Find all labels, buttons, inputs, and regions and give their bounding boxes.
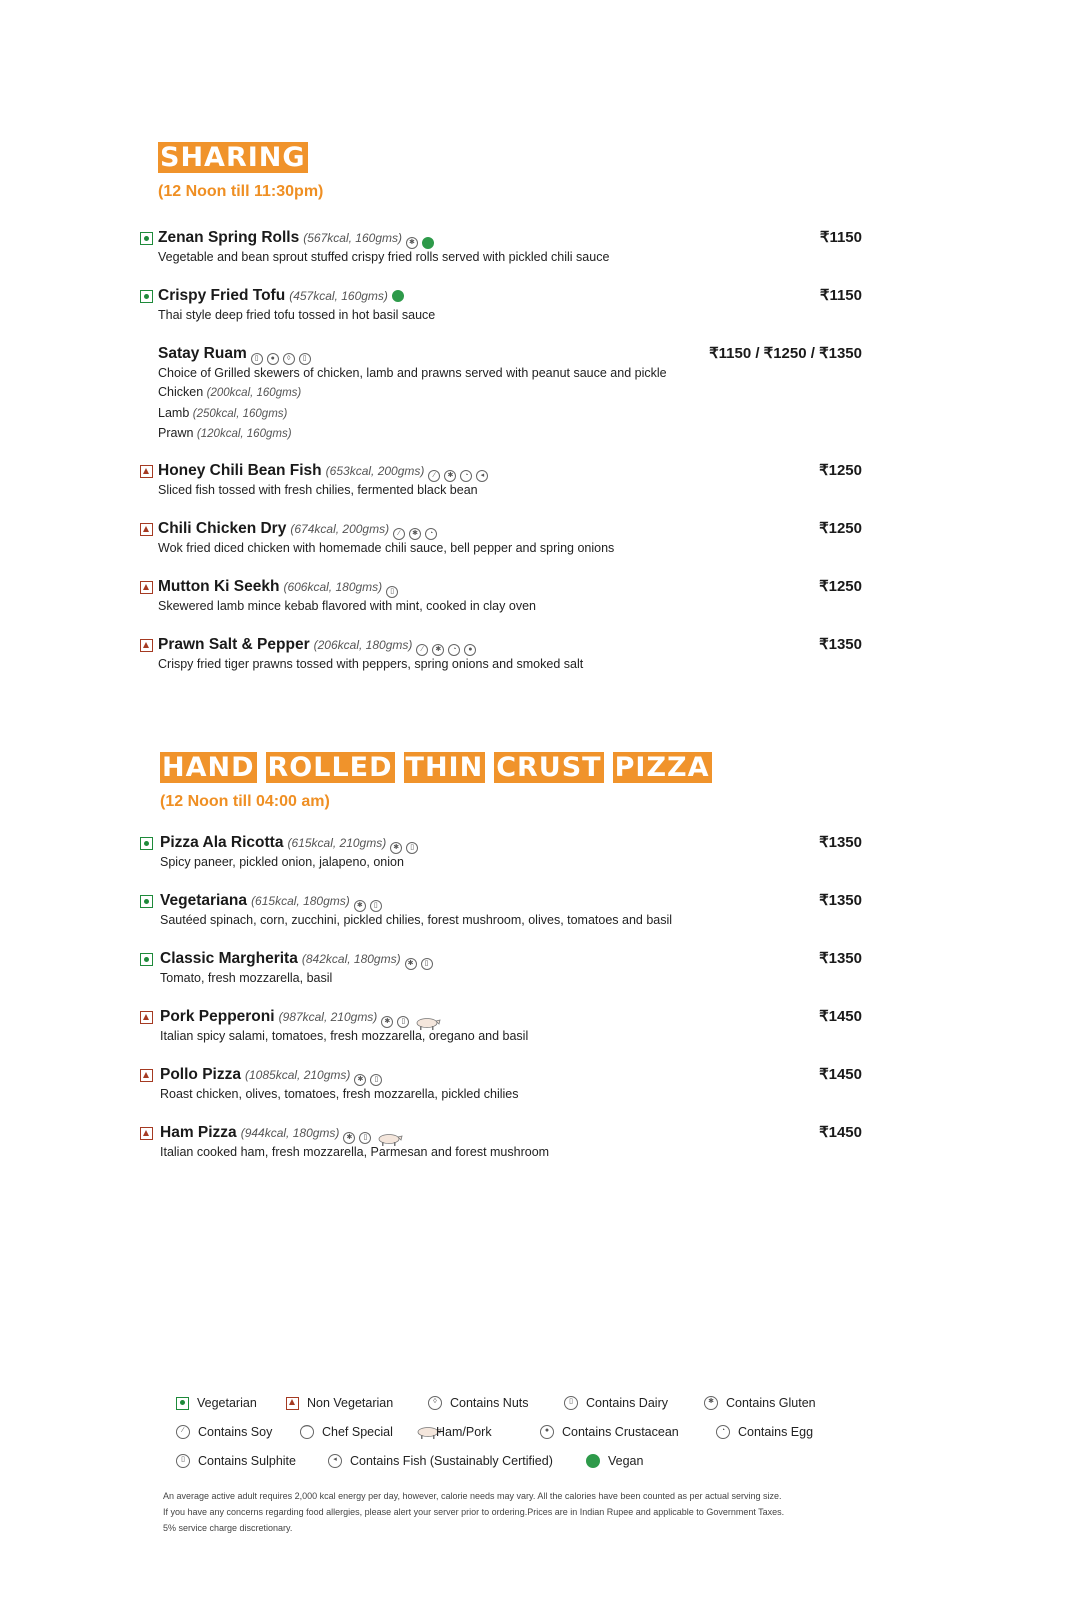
veg-marker-icon <box>140 837 153 850</box>
veg-marker-icon <box>140 290 153 303</box>
section-hours: (12 Noon till 04:00 am) <box>160 793 330 810</box>
dairy-icon: ▯ <box>386 586 398 598</box>
legend-label: Contains Soy <box>198 1425 273 1439</box>
nonveg-marker-icon <box>140 1011 153 1024</box>
legend-item <box>328 1454 553 1468</box>
item-header <box>160 949 433 970</box>
crustacean-icon: ● <box>464 644 476 656</box>
item-variant <box>158 383 667 404</box>
dairy-icon: ▯ <box>397 1016 409 1028</box>
item-price: ₹1350 <box>819 892 862 909</box>
sulphite-icon: ▯ <box>176 1454 190 1468</box>
variant-label: Chicken <box>158 385 204 399</box>
gluten-icon: ✱ <box>406 237 418 249</box>
soy-icon: ∕ <box>393 528 405 540</box>
item-description-text: Roast chicken, olives, tomatoes, fresh mozzarella, pickled chilies <box>160 1087 519 1101</box>
nonveg-marker-icon <box>140 465 153 478</box>
gluten-icon: ✱ <box>390 842 402 854</box>
item-name: Classic Margherita <box>160 950 298 967</box>
section-title <box>160 752 712 783</box>
item-description-text: Italian spicy salami, tomatoes, fresh mozzarella, oregano and basil <box>160 1029 529 1043</box>
soy-icon: ∕ <box>176 1425 190 1439</box>
egg-icon: ◔ <box>425 528 437 540</box>
legend-item <box>176 1396 257 1410</box>
legend-label: Contains Sulphite <box>198 1454 296 1468</box>
item-name: Pizza Ala Ricotta <box>160 834 284 851</box>
section-title-word: SHARING <box>160 142 306 173</box>
item-name: Pork Pepperoni <box>160 1008 275 1025</box>
gluten-icon: ✱ <box>704 1396 718 1410</box>
item-price: ₹1450 <box>819 1066 862 1083</box>
item-name: Zenan Spring Rolls <box>158 229 300 246</box>
item-price: ₹1250 <box>819 578 862 595</box>
legend-item <box>414 1425 492 1439</box>
item-description <box>158 306 435 325</box>
item-nutrition: (653kcal, 200gms) <box>325 464 425 478</box>
dairy-icon: ▯ <box>299 353 311 365</box>
item-header <box>160 1065 382 1086</box>
legend-item <box>176 1454 296 1468</box>
legend-label: Contains Fish (Sustainably Certified) <box>350 1454 553 1468</box>
section-title-word: ROLLED <box>267 752 393 783</box>
disclaimer <box>163 1489 784 1536</box>
item-description-text: Italian cooked ham, fresh mozzarella, Parmesan and forest mushroom <box>160 1145 550 1159</box>
gluten-icon: ✱ <box>444 470 456 482</box>
disclaimer-line: 5% service charge discretionary. <box>163 1522 293 1533</box>
item-name: Crispy Fried Tofu <box>158 287 286 304</box>
nonveg-marker-icon <box>140 639 153 652</box>
legend-label: Chef Special <box>322 1425 393 1439</box>
allergen-icons <box>405 958 433 970</box>
item-price: ₹1150 / ₹1250 / ₹1350 <box>709 345 862 362</box>
disclaimer-line: An average active adult requires 2,000 kcal energy per day, however, calorie needs may vary. All the calories have been counted as per actual serving size. <box>163 1491 782 1501</box>
item-description <box>160 911 672 930</box>
item-nutrition: (615kcal, 210gms) <box>287 836 387 850</box>
crustacean-icon: ● <box>540 1425 554 1439</box>
legend-label: Contains Crustacean <box>562 1425 679 1439</box>
item-nutrition: (944kcal, 180gms) <box>240 1126 340 1140</box>
nonveg-marker-icon <box>140 523 153 536</box>
variant-nutrition: (120kcal, 160gms) <box>196 428 292 440</box>
item-description <box>158 539 614 558</box>
item-variant <box>158 404 667 425</box>
veg-marker-icon <box>140 232 153 245</box>
fish-icon: ◂ <box>328 1454 342 1468</box>
item-description-text: Vegetable and bean sprout stuffed crispy fried rolls served with pickled chili sauce <box>158 250 610 264</box>
legend-item <box>586 1454 643 1468</box>
item-price: ₹1350 <box>819 950 862 967</box>
egg-icon: ◔ <box>448 644 460 656</box>
item-description-text: Spicy paneer, pickled onion, jalapeno, onion <box>160 855 404 869</box>
item-nutrition: (567kcal, 160gms) <box>303 231 402 245</box>
item-header <box>158 228 434 249</box>
item-description <box>160 1143 549 1162</box>
pig-icon <box>414 1425 428 1439</box>
gluten-icon: ✱ <box>343 1132 355 1144</box>
section-title-word: THIN <box>405 752 484 783</box>
variant-nutrition: (200kcal, 160gms) <box>206 387 302 399</box>
veg-marker-icon <box>140 953 153 966</box>
gluten-icon: ✱ <box>432 644 444 656</box>
item-price: ₹1350 <box>819 636 862 653</box>
item-description-text: Crispy fried tiger prawns tossed with peppers, spring onions and smoked salt <box>158 657 584 671</box>
nonveg-marker-icon <box>286 1397 299 1410</box>
gluten-icon: ✱ <box>409 528 421 540</box>
legend-label: Contains Nuts <box>450 1396 529 1410</box>
legend-item <box>300 1425 393 1439</box>
dairy-icon: ▯ <box>564 1396 578 1410</box>
legend-label: Contains Egg <box>738 1425 814 1439</box>
item-description-text: Wok fried diced chicken with homemade chili sauce, bell pepper and spring onions <box>158 541 615 555</box>
section-title-word: HAND <box>162 752 255 783</box>
nonveg-marker-icon <box>140 1069 153 1082</box>
section-title-word: CRUST <box>496 752 602 783</box>
item-name: Chili Chicken Dry <box>158 520 287 537</box>
variant-label: Lamb <box>158 405 190 420</box>
crustacean-icon: ● <box>267 353 279 365</box>
item-description-text: Skewered lamb mince kebab flavored with mint, cooked in clay oven <box>158 599 536 613</box>
gluten-icon: ✱ <box>354 1074 366 1086</box>
item-nutrition: (674kcal, 200gms) <box>290 522 390 536</box>
item-description-text: Tomato, fresh mozzarella, basil <box>160 971 333 985</box>
item-name: Prawn Salt & Pepper <box>158 636 310 653</box>
dairy-icon: ▯ <box>359 1132 371 1144</box>
item-description <box>158 655 583 674</box>
soy-icon: ∕ <box>428 470 440 482</box>
legend-item <box>716 1425 813 1439</box>
nuts-icon: ◊ <box>428 1396 442 1410</box>
legend-item <box>540 1425 679 1439</box>
gluten-icon: ✱ <box>381 1016 393 1028</box>
item-header <box>158 286 404 306</box>
item-name: Satay Ruam <box>158 345 247 362</box>
item-header <box>160 833 418 854</box>
item-description <box>158 364 667 445</box>
legend-item <box>704 1396 816 1410</box>
item-header <box>158 635 476 656</box>
vegan-icon <box>392 290 404 302</box>
nonveg-marker-icon <box>140 1127 153 1140</box>
item-nutrition: (615kcal, 180gms) <box>251 894 350 908</box>
egg-icon: ◔ <box>460 470 472 482</box>
item-description <box>158 597 536 616</box>
legend-item <box>176 1425 272 1439</box>
section-hours: (12 Noon till 11:30pm) <box>158 183 324 200</box>
item-price: ₹1350 <box>819 834 862 851</box>
item-price: ₹1250 <box>819 462 862 479</box>
legend-item <box>564 1396 668 1410</box>
egg-icon: ◔ <box>716 1425 730 1439</box>
item-description <box>160 1085 518 1104</box>
item-name: Mutton Ki Seekh <box>158 578 280 595</box>
dairy-icon: ▯ <box>370 900 382 912</box>
item-name: Ham Pizza <box>160 1124 237 1141</box>
item-nutrition: (206kcal, 180gms) <box>313 638 413 652</box>
item-description-text: Sautéed spinach, corn, zucchini, pickled chilies, forest mushroom, olives, tomatoes and basil <box>160 913 673 927</box>
item-header <box>160 891 382 912</box>
soy-icon: ∕ <box>416 644 428 656</box>
item-header <box>158 461 488 482</box>
item-description <box>160 853 404 872</box>
legend-label: Non Vegetarian <box>307 1396 394 1410</box>
legend-item <box>428 1396 529 1410</box>
item-description <box>158 481 478 500</box>
fish-icon: ◂ <box>476 470 488 482</box>
disclaimer-line: If you have any concerns regarding food allergies, please alert your server prior to ordering.Prices are in Indian Rupee and applicable to Government Taxes. <box>163 1506 785 1517</box>
item-price: ₹1450 <box>819 1124 862 1141</box>
item-description <box>160 1027 528 1046</box>
nonveg-marker-icon <box>140 581 153 594</box>
item-description <box>158 248 609 267</box>
item-nutrition: (457kcal, 160gms) <box>289 289 388 303</box>
item-header <box>158 519 437 540</box>
section-title-word: PIZZA <box>614 752 710 783</box>
dairy-icon: ▯ <box>406 842 418 854</box>
dairy-icon: ▯ <box>421 958 433 970</box>
allergen-icons <box>392 290 404 302</box>
legend-label: Contains Gluten <box>726 1396 816 1410</box>
item-price: ₹1450 <box>819 1008 862 1025</box>
item-nutrition: (842kcal, 180gms) <box>301 952 401 966</box>
legend-label: Vegan <box>608 1454 644 1468</box>
item-description-text: Thai style deep fried tofu tossed in hot basil sauce <box>158 308 436 322</box>
vegan-icon <box>586 1454 600 1468</box>
dairy-icon: ▯ <box>370 1074 382 1086</box>
gluten-icon: ✱ <box>354 900 366 912</box>
item-price: ₹1150 <box>819 229 862 246</box>
item-description-text: Sliced fish tossed with fresh chilies, fermented black bean <box>158 483 478 497</box>
item-header <box>158 344 311 365</box>
item-variant <box>158 424 667 445</box>
veg-marker-icon <box>140 895 153 908</box>
nuts-icon: ◊ <box>283 353 295 365</box>
veg-marker-icon <box>176 1397 189 1410</box>
dairy-icon: ▯ <box>251 353 263 365</box>
item-price: ₹1150 <box>819 287 862 304</box>
item-description <box>160 969 332 988</box>
legend-label: Ham/Pork <box>436 1425 492 1439</box>
item-description-text: Choice of Grilled skewers of chicken, lamb and prawns served with peanut sauce and pickle <box>158 366 667 380</box>
variant-label: Prawn <box>158 426 194 440</box>
item-name: Honey Chili Bean Fish <box>158 462 322 479</box>
variant-nutrition: (250kcal, 160gms) <box>192 407 288 420</box>
item-nutrition: (1085kcal, 210gms) <box>245 1068 351 1082</box>
item-nutrition: (987kcal, 210gms) <box>278 1010 378 1024</box>
item-price: ₹1250 <box>819 520 862 537</box>
section-title <box>158 142 308 173</box>
legend-label: Vegetarian <box>197 1396 257 1410</box>
legend-item <box>286 1396 393 1410</box>
legend-label: Contains Dairy <box>586 1396 668 1410</box>
item-header <box>158 577 398 598</box>
item-name: Pollo Pizza <box>160 1066 241 1083</box>
item-name: Vegetariana <box>160 892 248 909</box>
chef-icon: ⌒ <box>300 1425 314 1439</box>
gluten-icon: ✱ <box>405 958 417 970</box>
item-nutrition: (606kcal, 180gms) <box>283 580 383 594</box>
